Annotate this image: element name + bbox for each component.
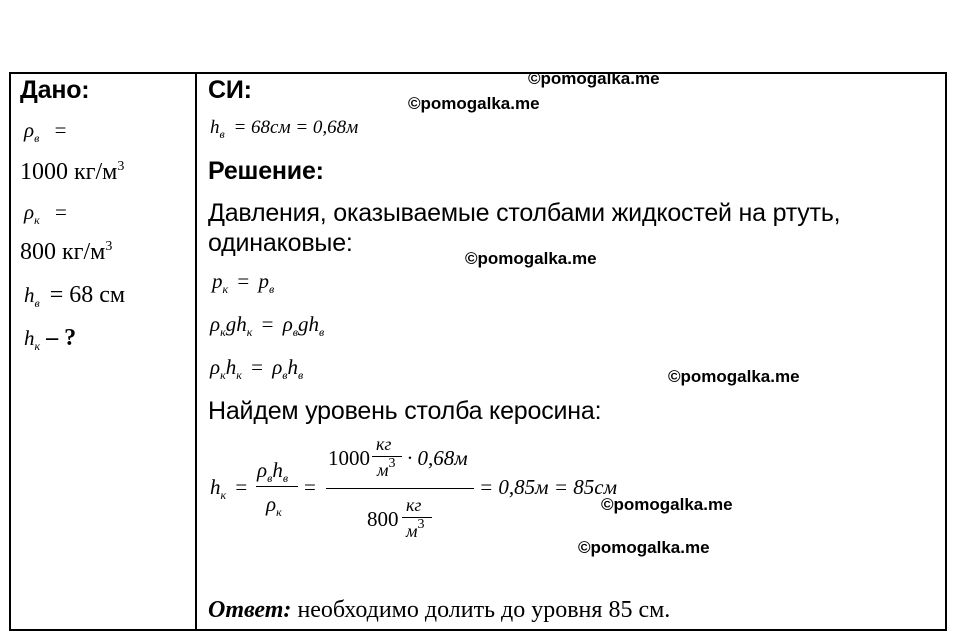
sub-k: к [236,368,242,382]
frac1-bar [256,486,298,487]
answer-text: необходимо долить до уровня 85 см. [291,597,671,623]
h-symbol: h [24,326,35,350]
equals-sign: = [261,312,274,336]
watermark: ©pomogalka.me [465,249,597,268]
g-symbol: g [225,312,237,336]
column-divider [195,72,197,631]
si-heading: СИ: [208,76,252,104]
answer-line [208,596,670,624]
frac1-numerator [257,458,288,483]
sub-k: к [276,505,282,519]
sub-v: в [319,325,325,339]
given-rho-water [24,118,66,143]
unit-num-top: кг [376,434,392,454]
rho-symbol: ρ [257,458,268,482]
rho-symbol: ρ [210,312,221,336]
equals-sign: = [54,200,67,224]
g-symbol: g [298,312,309,336]
h-sub: к [220,488,227,502]
frac1-denominator [266,492,282,517]
sub-v: в [282,471,289,485]
equation-pressure [212,269,274,294]
table-frame [9,72,947,631]
exponent: 3 [388,456,396,471]
watermark: ©pomogalka.me [408,94,540,113]
p-symbol: p [258,269,269,293]
exponent: 3 [105,239,113,254]
h-symbol: h [287,355,298,379]
sub-v: в [268,282,275,296]
big-numerator-value [328,446,370,471]
given-rho-water-value [20,158,124,186]
p-symbol: p [212,269,223,293]
number-text: 1000 [328,446,370,470]
given-h-kerosene [24,324,76,352]
unknown-mark: – ? [46,325,77,351]
value-text: 800 кг/м [20,239,106,265]
watermark: ©pomogalka.me [528,69,660,88]
exponent: 3 [417,517,425,532]
solution-text-line2: одинаковые: [208,229,353,257]
h-sub: к [34,339,41,353]
unit-text: м [377,460,389,480]
unit-bar-top [372,456,402,457]
equals-sign-2 [304,475,316,500]
h-symbol: h [210,475,221,499]
equals-sign: = [54,118,67,142]
conv-rest: = 68см = 0,68м [233,117,359,138]
rho-symbol: ρ [24,200,35,224]
watermark: ©pomogalka.me [601,495,733,514]
given-rho-kerosene-value [20,238,112,266]
unit-text: м [406,521,418,541]
h-value: = 68 см [49,282,126,308]
given-h-water [24,281,125,309]
sub-k: к [222,282,229,296]
h-symbol: h [272,458,283,482]
rho-sub: к [34,213,40,227]
rho-symbol: ρ [210,355,221,379]
h-symbol: h [24,283,35,307]
solution-text-kerosene: Найдем уровень столба керосина: [208,397,602,425]
equals-sign: = [251,355,263,379]
watermark: ©pomogalka.me [668,367,800,386]
equation-rho-h [210,355,303,380]
sub-v: в [282,368,288,382]
conv-symbol: h [210,117,220,138]
rho-symbol: ρ [266,492,277,516]
h-symbol: h [225,355,237,379]
sub-v: в [298,368,304,382]
solution-text-line1: Давления, оказываемые столбами жидкостей на ртуть, [208,199,841,227]
given-rho-kerosene [24,200,67,225]
equals-sign: = [235,475,248,499]
h-symbol: h [236,312,247,336]
si-conversion [210,117,358,139]
equals-sign: = [237,269,250,293]
value-text: 1000 кг/м [20,159,118,185]
formula-result: = 0,85м = 85см [479,475,617,499]
exponent: 3 [117,159,125,174]
number-text: 800 [367,507,399,531]
big-fraction-bar [326,488,474,489]
formula-lhs [210,475,247,500]
watermark: ©pomogalka.me [578,538,710,557]
unit-num-bottom: кг [406,495,422,515]
h-symbol: h [308,312,319,336]
big-denominator-value [367,507,399,532]
sub-k: к [220,368,226,382]
conv-sub: в [219,127,225,141]
sub-k: к [220,325,226,339]
sub-v: в [292,325,298,339]
rho-symbol: ρ [282,312,293,336]
rho-symbol: ρ [272,355,283,379]
equation-rho-g-h [210,312,324,337]
answer-label: Ответ: [208,597,292,623]
given-heading: Дано: [20,76,90,104]
equals-sign: = [304,475,316,499]
big-numerator-mult: · 0,68м [407,446,468,470]
unit-den-top [377,456,396,481]
solution-heading: Решение: [208,157,324,185]
unit-den-bottom [406,517,425,542]
h-sub: в [34,296,40,310]
rho-symbol: ρ [24,118,35,142]
sub-v: в [267,471,273,485]
sub-k: к [246,325,253,339]
rho-sub: в [34,131,40,145]
